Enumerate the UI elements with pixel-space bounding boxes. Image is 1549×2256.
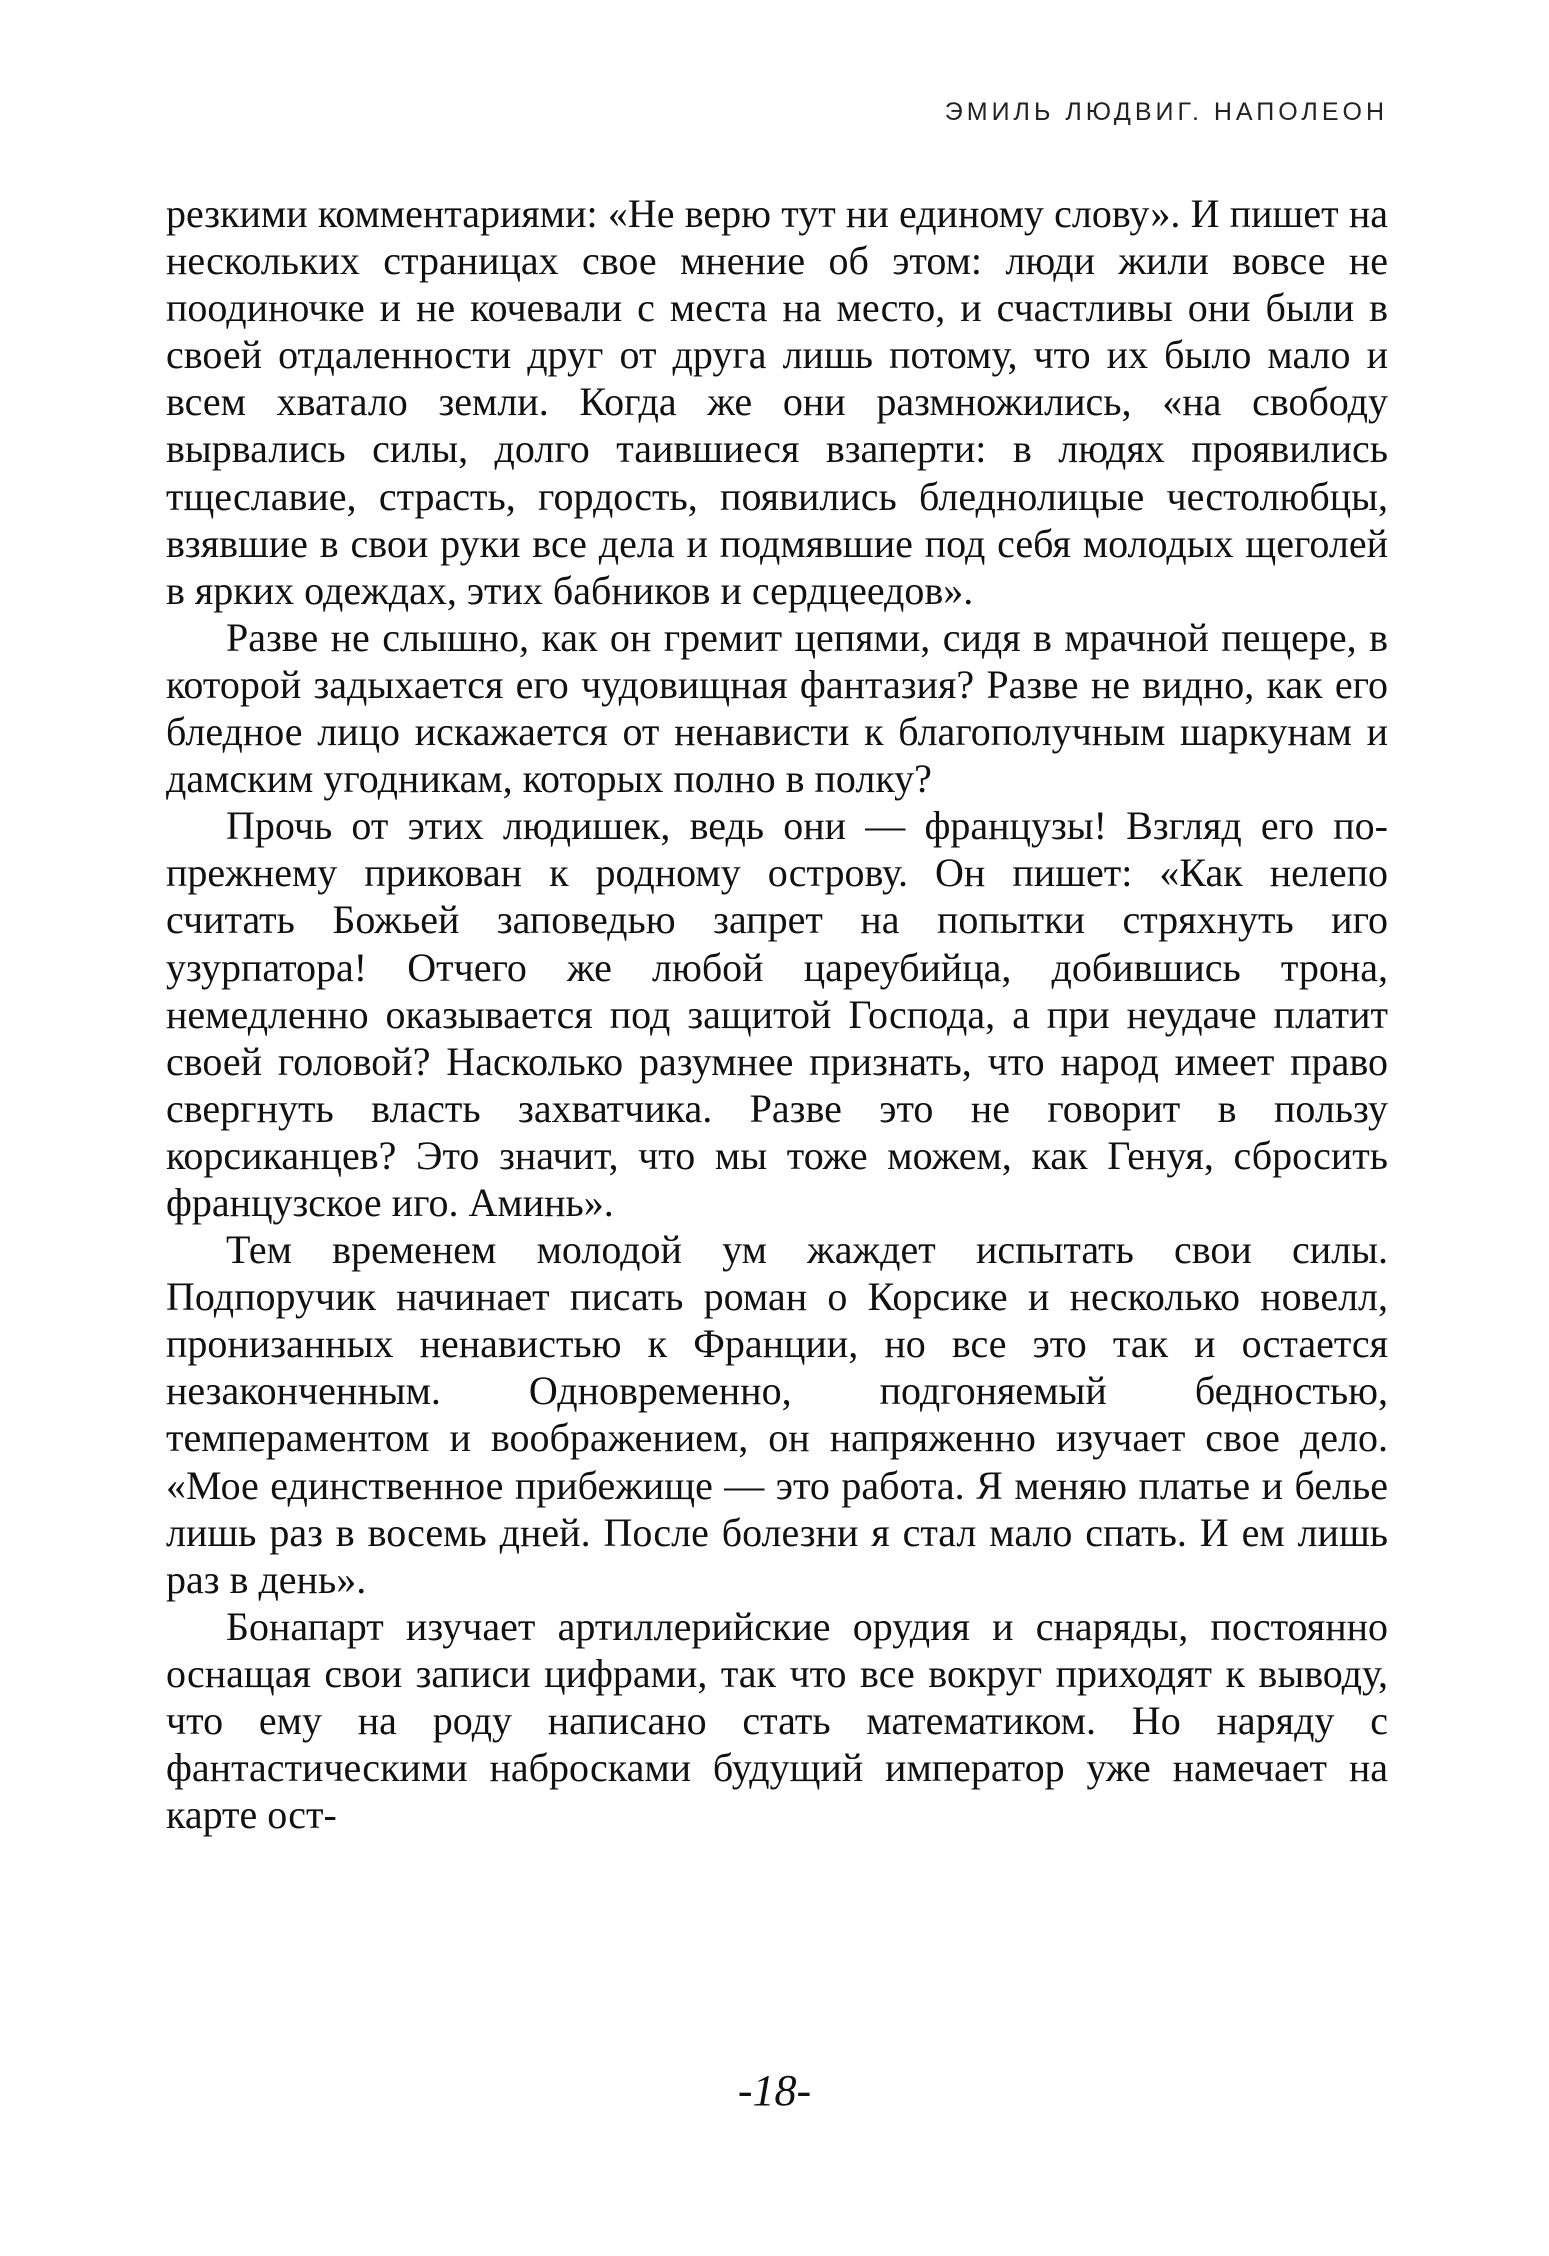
running-header-title: ЭМИЛЬ ЛЮДВИГ. НАПОЛЕОН (944, 98, 1388, 126)
page-number: -18- (737, 2066, 812, 2115)
paragraph-1: резкими комментариями: «Не верю тут ни единому слову». И пишет на нескольких страницах свое мнение об этом: люди жили вовсе не поодиночке и не кочевали с места на место, и счастливы они были в своей отдаленности друг от друга лишь потому, что их было мало и всем хватало земли. Когда же они размножились, «на свободу вырвались силы, долго таившиеся взаперти: в людях проявились тщеславие, страсть, гордость, появились бледнолицые честолюбцы, взявшие в свои руки все дела и подмявшие под себя молодых щеголей в ярких одеждах, этих бабников и сердцеедов». (166, 191, 1388, 613)
paragraph-3: Прочь от этих людишек, ведь они — французы! Взгляд его по-прежнему прикован к родному острову. Он пишет: «Как нелепо считать Божьей заповедью запрет на попытки стряхнуть иго узурпатора! Отчего же любой цареубийца, добившись трона, немедленно оказывается под защитой Господа, а при неудаче платит своей головой? Насколько разумнее признать, что народ имеет право свергнуть власть захватчика. Разве это не говорит в пользу корсиканцев? Это значит, что мы тоже можем, как Генуя, сбросить французское иго. Аминь». (166, 803, 1388, 1225)
paragraph-2: Разве не слышно, как он гремит цепями, сидя в мрачной пещере, в которой задыхается его чудовищная фантазия? Разве не видно, как его бледное лицо искажается от ненависти к благополучным шаркунам и дамским угодникам, которых полно в полку? (166, 614, 1388, 802)
body-text (166, 190, 1388, 1838)
paragraph-4: Тем временем молодой ум жаждет испытать свои силы. Подпоручик начинает писать роман о Корсике и несколько новелл, пронизанных ненавистью к Франции, но все это так и остается незаконченным. Одновременно, подгоняемый бедностью, темпераментом и воображением, он напряженно изучает свое дело. «Мое единственное прибежище — это работа. Я меняю платье и белье лишь раз в восемь дней. После болезни я стал мало спать. И ем лишь раз в день». (166, 1227, 1388, 1602)
paragraph-5: Бонапарт изучает артиллерийские орудия и снаряды, постоянно оснащая свои записи цифрами, так что все вокруг приходят к выводу, что ему на роду написано стать математиком. Но наряду с фантастическими набросками будущий император уже намечает на карте ост- (166, 1603, 1388, 1838)
